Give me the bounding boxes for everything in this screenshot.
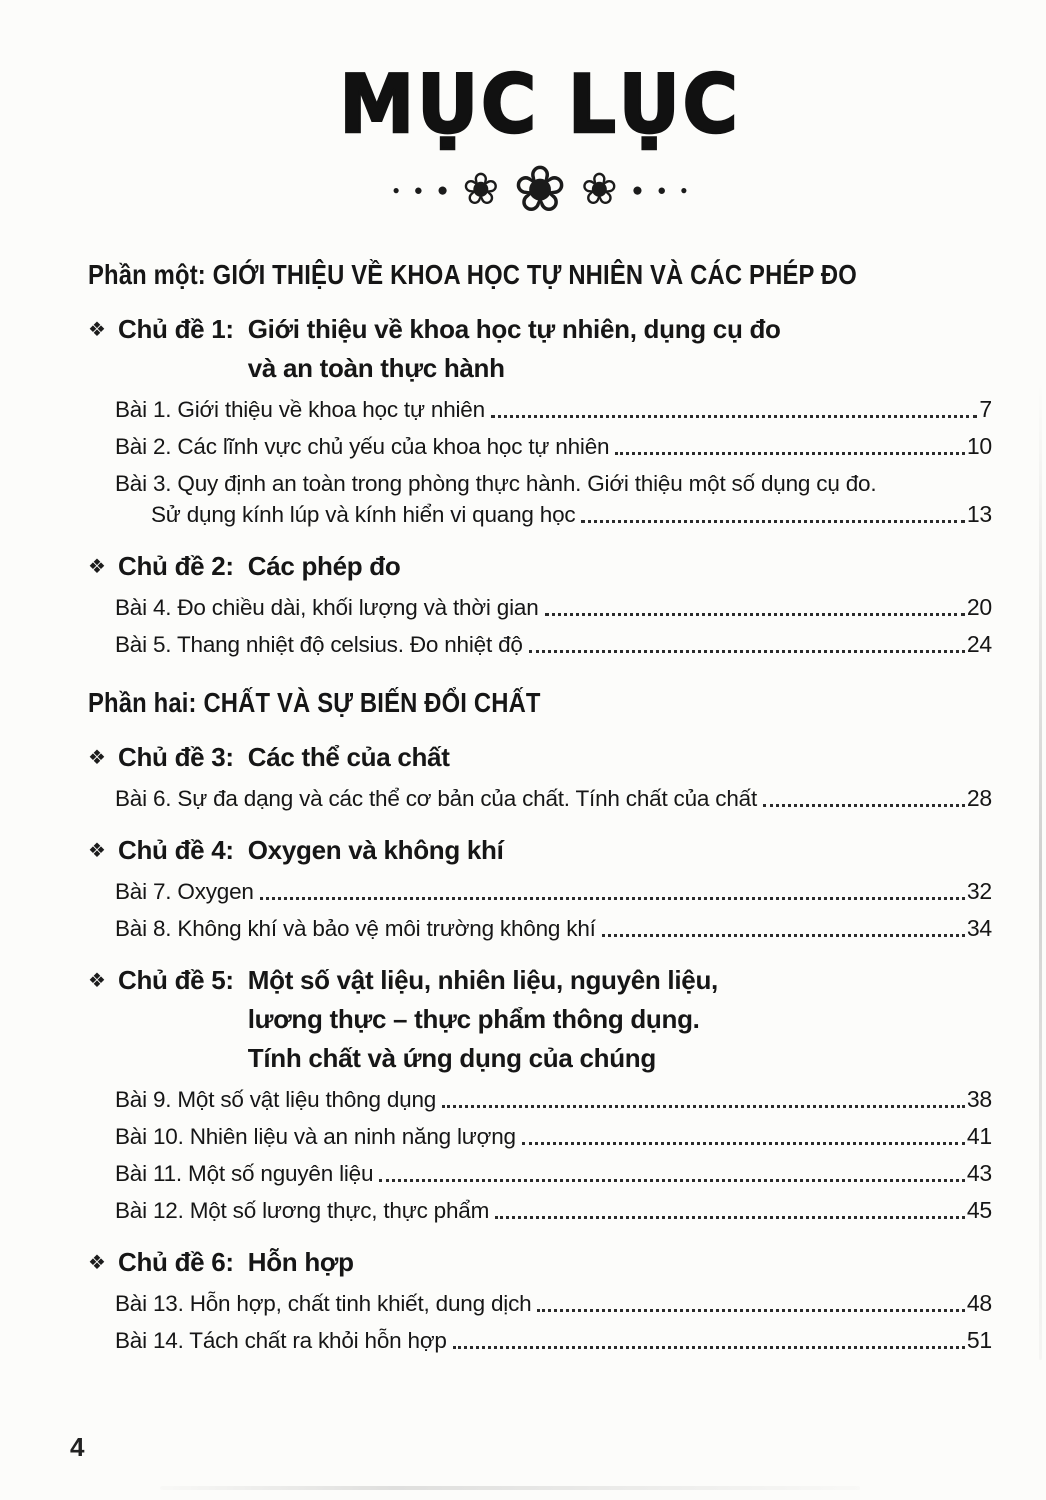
leader-dots (522, 1142, 965, 1145)
toc-entry-line (115, 1195, 992, 1226)
topic-title-line: Hỗn hợp (247, 1247, 354, 1278)
topic-heading (88, 961, 992, 1078)
part-title: CHẤT VÀ SỰ BIẾN ĐỔI CHẤT (203, 687, 541, 719)
topic-heading (88, 831, 992, 870)
topic-title (248, 961, 718, 1078)
toc-entry (115, 1288, 992, 1319)
leader-dots (442, 1105, 965, 1108)
toc-entry-line (151, 499, 992, 530)
topic-title-line: Các phép đo (247, 551, 401, 582)
leader-dots (453, 1346, 965, 1349)
toc-entry (115, 468, 992, 530)
scan-edge-shadow (1039, 380, 1042, 1360)
topic-title-line: Oxygen và không khí (247, 835, 504, 866)
toc-entry (115, 592, 992, 623)
ornament-divider (88, 153, 992, 228)
topic-label: Chủ đề 6: (118, 1247, 234, 1278)
toc-entry-line (115, 783, 992, 814)
toc-entry (115, 1084, 992, 1115)
toc-entry (115, 783, 992, 814)
topic-title-line: lương thực – thực phẩm thông dụng. (247, 1004, 700, 1035)
entry-page-number: 51 (966, 1327, 992, 1354)
topic-heading (88, 310, 992, 388)
flower-ornament: ❀ (513, 153, 567, 228)
diamond-bullet-icon: ❖ (88, 1250, 106, 1275)
diamond-bullet-icon: ❖ (88, 745, 106, 770)
toc-entry-line (115, 876, 992, 907)
entry-page-number: 34 (966, 915, 992, 942)
toc-entry (115, 1325, 992, 1356)
entry-page-number: 28 (966, 785, 992, 812)
entry-title: Bài 13. Hỗn hợp, chất tinh khiết, dung dịch (115, 1291, 532, 1317)
toc-entry (115, 1195, 992, 1226)
toc-entry (115, 876, 992, 907)
toc-entry (115, 913, 992, 944)
part-heading-text (88, 256, 856, 293)
leader-dots (581, 520, 964, 523)
toc-entry (115, 431, 992, 462)
flower-ornament: ❀ (580, 164, 618, 216)
entry-page-number: 20 (966, 594, 992, 621)
entry-title: Bài 3. Quy định an toàn trong phòng thực hành. Giới thiệu một số dụng cụ đo. (115, 471, 877, 497)
topic-heading (88, 738, 992, 777)
part-heading (88, 684, 992, 721)
topic-title (248, 1243, 354, 1282)
entry-title: Bài 5. Thang nhiệt độ celsius. Đo nhiệt độ (115, 632, 523, 658)
leader-dots (545, 613, 965, 616)
entry-title: Bài 11. Một số nguyên liệu (115, 1161, 374, 1187)
topic-label: Chủ đề 3: (118, 742, 234, 773)
dot-ornament: ● (392, 183, 400, 198)
entry-title: Bài 12. Một số lương thực, thực phẩm (115, 1198, 490, 1224)
entry-title: Sử dụng kính lúp và kính hiển vi quang học (151, 502, 576, 528)
toc-entry (115, 1158, 992, 1189)
diamond-bullet-icon: ❖ (88, 968, 106, 993)
toc-entry-line (115, 394, 992, 425)
topic-title-line: Giới thiệu về khoa học tự nhiên, dụng cụ đo (247, 314, 781, 345)
topic-heading (88, 1243, 992, 1282)
topic-title (248, 547, 401, 586)
toc-entry (115, 1121, 992, 1152)
leader-dots (260, 897, 965, 900)
leader-dots (379, 1179, 965, 1182)
topic-title-line: và an toàn thực hành (247, 353, 505, 384)
entry-page-number: 7 (979, 396, 992, 423)
leader-dots (763, 804, 965, 807)
entry-title: Bài 2. Các lĩnh vực chủ yếu của khoa học tự nhiên (115, 434, 610, 460)
diamond-bullet-icon: ❖ (88, 838, 106, 863)
leader-dots (537, 1309, 964, 1312)
toc-entry-line (115, 1288, 992, 1319)
part-label: Phần hai: (88, 687, 197, 719)
diamond-bullet-icon: ❖ (88, 317, 106, 342)
entry-title: Bài 9. Một số vật liệu thông dụng (115, 1087, 437, 1113)
dot-ornament: ● (657, 181, 667, 199)
topic-heading (88, 547, 992, 586)
entry-page-number: 48 (966, 1290, 992, 1317)
entry-title: Bài 6. Sự đa dạng và các thể cơ bản của chất. Tính chất của chất (115, 786, 758, 812)
entry-page-number: 13 (966, 501, 992, 528)
leader-dots (491, 415, 977, 418)
entry-page-number: 24 (966, 631, 992, 658)
leader-dots (615, 452, 964, 455)
page-title: MỤC LỤC (339, 58, 741, 151)
entry-page-number: 10 (966, 433, 992, 460)
topic-title-line: Tính chất và ứng dụng của chúng (247, 1043, 656, 1074)
diamond-bullet-icon: ❖ (88, 554, 106, 579)
part-heading-text (88, 684, 856, 721)
topic-title (248, 831, 504, 870)
dot-ornament: ● (413, 181, 423, 199)
topic-label: Chủ đề 1: (118, 314, 234, 345)
toc-entry-line (115, 1084, 992, 1115)
entry-title: Bài 4. Đo chiều dài, khối lượng và thời gian (115, 595, 539, 621)
dot-ornament: ● (631, 179, 644, 201)
toc-entry-line (115, 1121, 992, 1152)
toc-entry (115, 629, 992, 660)
leader-dots (602, 934, 965, 937)
entry-page-number: 43 (966, 1160, 992, 1187)
entry-title: Bài 14. Tách chất ra khỏi hỗn hợp (115, 1328, 447, 1354)
entry-title: Bài 8. Không khí và bảo vệ môi trường không khí (115, 916, 596, 942)
toc-entry-line (115, 1325, 992, 1356)
toc-entry-line (115, 431, 992, 462)
part-label: Phần một: (88, 259, 206, 291)
toc-entry-line (115, 468, 992, 499)
toc-entry-line (115, 629, 992, 660)
toc-list (88, 256, 992, 1356)
leader-dots (529, 650, 965, 653)
toc-entry-line (115, 913, 992, 944)
topic-label: Chủ đề 5: (118, 965, 234, 996)
toc-entry-line (115, 1158, 992, 1189)
entry-title: Bài 7. Oxygen (115, 879, 254, 905)
toc-entry (115, 394, 992, 425)
topic-label: Chủ đề 2: (118, 551, 234, 582)
dot-ornament: ● (436, 179, 449, 201)
entry-page-number: 41 (966, 1123, 992, 1150)
entry-page-number: 32 (966, 878, 992, 905)
flower-ornament: ❀ (462, 164, 500, 216)
entry-title: Bài 1. Giới thiệu về khoa học tự nhiên (115, 397, 485, 423)
scan-bottom-smudge (160, 1486, 860, 1490)
toc-entry-line (115, 592, 992, 623)
topic-title-line: Các thể của chất (247, 742, 450, 773)
topic-title (248, 738, 450, 777)
part-heading (88, 256, 992, 293)
dot-ornament: ● (680, 183, 688, 198)
topic-title-line: Một số vật liệu, nhiên liệu, nguyên liệu, (247, 965, 718, 996)
leader-dots (495, 1216, 965, 1219)
topic-title (248, 310, 781, 388)
page-number: 4 (70, 1432, 85, 1462)
topic-label: Chủ đề 4: (118, 835, 234, 866)
entry-title: Bài 10. Nhiên liệu và an ninh năng lượng (115, 1124, 516, 1150)
entry-page-number: 38 (966, 1086, 992, 1113)
part-title: GIỚI THIỆU VỀ KHOA HỌC TỰ NHIÊN VÀ CÁC PHÉP ĐO (212, 259, 857, 291)
entry-page-number: 45 (966, 1197, 992, 1224)
